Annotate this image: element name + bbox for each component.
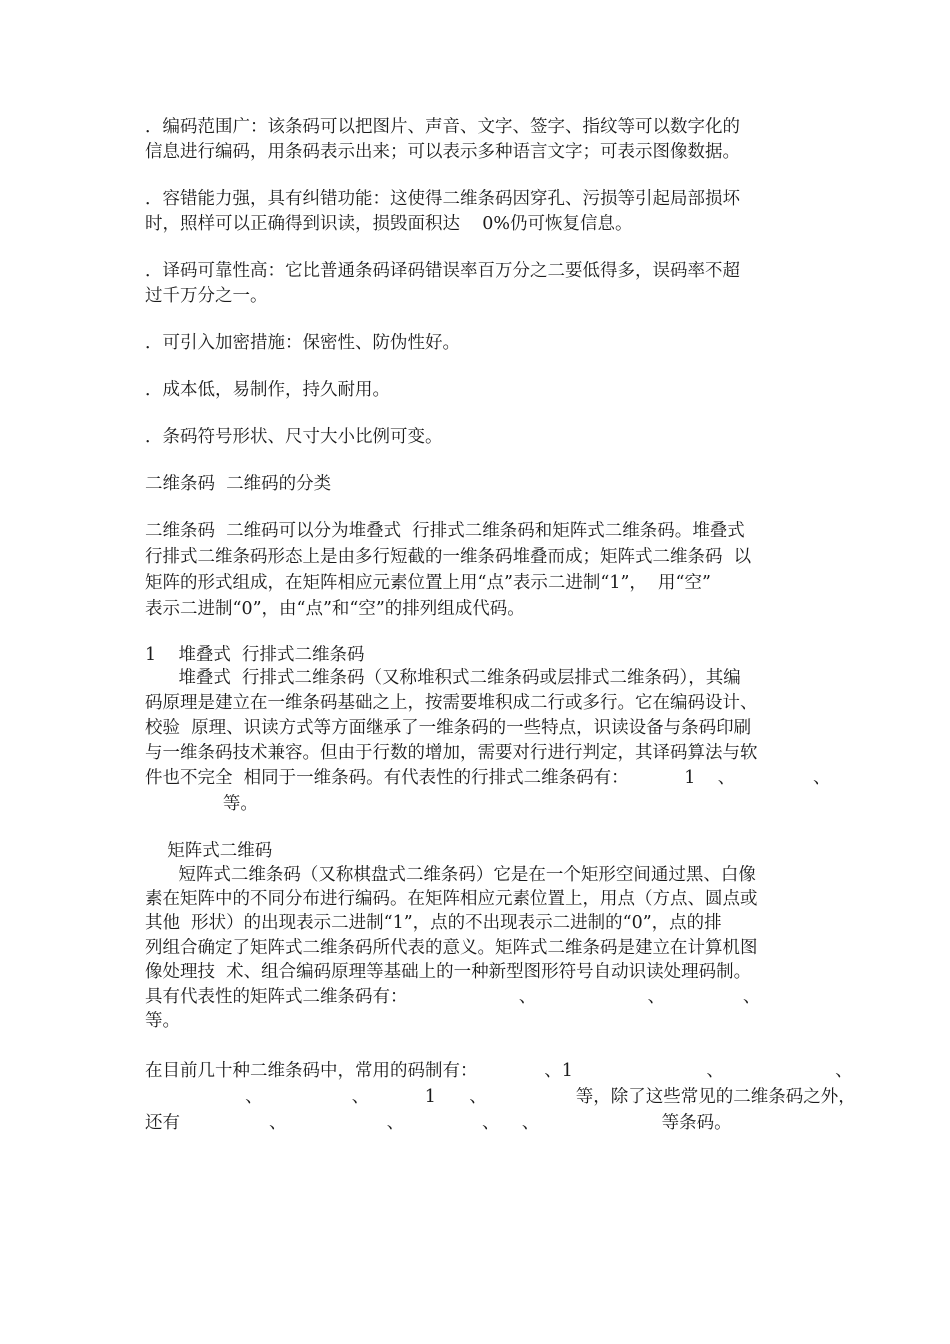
text-line: 校验 原理、识读方式等方面继承了一维条码的一些特点，识读设备与条码印刷 xyxy=(145,718,752,738)
text-line: ．成本低，易制作，持久耐用。 xyxy=(145,380,390,400)
text-line: ．编码范围广：该条码可以把图片、声音、文字、签字、指纹等可以数字化的 xyxy=(145,117,740,137)
text-line: 其他 形状）的出现表示二进制“1”，点的不出现表示二进制的“0”，点的排 xyxy=(145,913,722,933)
text-line: 等。 xyxy=(145,794,258,814)
text-line: 在目前几十种二维条码中，常用的码制有： 、1 、 、 xyxy=(145,1061,853,1081)
text-line: 行排式二维条码形态上是由多行短截的一维条码堆叠而成；矩阵式二维条码 以 xyxy=(145,547,752,567)
text-line: 短阵式二维条码（又称棋盘式二维条码）它是在一个矩形空间通过黑、白像 xyxy=(145,865,756,885)
text-line: 时，照样可以正确得到识读，损毁面积达 0%仍可恢复信息。 xyxy=(145,214,633,234)
subsection-heading: 矩阵式二维码 xyxy=(145,841,273,861)
text-line: ．译码可靠性高：它比普通条码译码错误率百万分之二要低得多，误码率不超 xyxy=(145,261,740,281)
text-line: 像处理技 术、组合编码原理等基础上的一种新型图形符号自动识读处理码制。 xyxy=(145,962,752,982)
subsection-heading: 1 堆叠式 行排式二维条码 xyxy=(145,645,365,665)
text-line: 、 、 1 、 等，除了这些常见的二维条码之外， xyxy=(145,1087,856,1107)
text-line: 与一维条码技术兼容。但由于行数的增加，需要对行进行判定，其译码算法与软 xyxy=(145,743,758,763)
text-line: 堆叠式 行排式二维条码（又称堆积式二维条码或层排式二维条码），其编 xyxy=(145,668,741,688)
text-line: ．容错能力强，具有纠错功能：这使得二维条码因穿孔、污损等引起局部损坏 xyxy=(145,189,740,209)
text-line: 过千万分之一。 xyxy=(145,286,268,306)
text-line: 二维条码 二维码可以分为堆叠式 行排式二维条码和矩阵式二维条码。堆叠式 xyxy=(145,521,745,541)
text-line: 等。 xyxy=(145,1011,180,1031)
text-line: 表示二进制“0”，由“点”和“空”的排列组成代码。 xyxy=(145,599,525,619)
text-line: ．条码符号形状、尺寸大小比例可变。 xyxy=(145,427,443,447)
section-heading: 二维条码 二维码的分类 xyxy=(145,474,332,494)
text-line: 素在矩阵中的不同分布进行编码。在矩阵相应元素位置上，用点（方点、圆点或 xyxy=(145,889,758,909)
text-line: 件也不完全 相同于一维条码。有代表性的行排式二维条码有： 1 、 、 xyxy=(145,768,831,788)
text-line: 还有 、 、 、 、 等条码。 xyxy=(145,1113,732,1133)
text-line: 具有代表性的矩阵式二维条码有： 、 、 、 xyxy=(145,987,761,1007)
text-line: 信息进行编码，用条码表示出来；可以表示多种语言文字；可表示图像数据。 xyxy=(145,142,740,162)
text-line: 矩阵的形式组成，在矩阵相应元素位置上用“点”表示二进制“1”， 用“空” xyxy=(145,573,711,593)
text-line: ．可引入加密措施：保密性、防伪性好。 xyxy=(145,333,460,353)
text-line: 码原理是建立在一维条码基础之上，按需要堆积成二行或多行。它在编码设计、 xyxy=(145,693,758,713)
text-line: 列组合确定了矩阵式二维条码所代表的意义。矩阵式二维条码是建立在计算机图 xyxy=(145,938,758,958)
